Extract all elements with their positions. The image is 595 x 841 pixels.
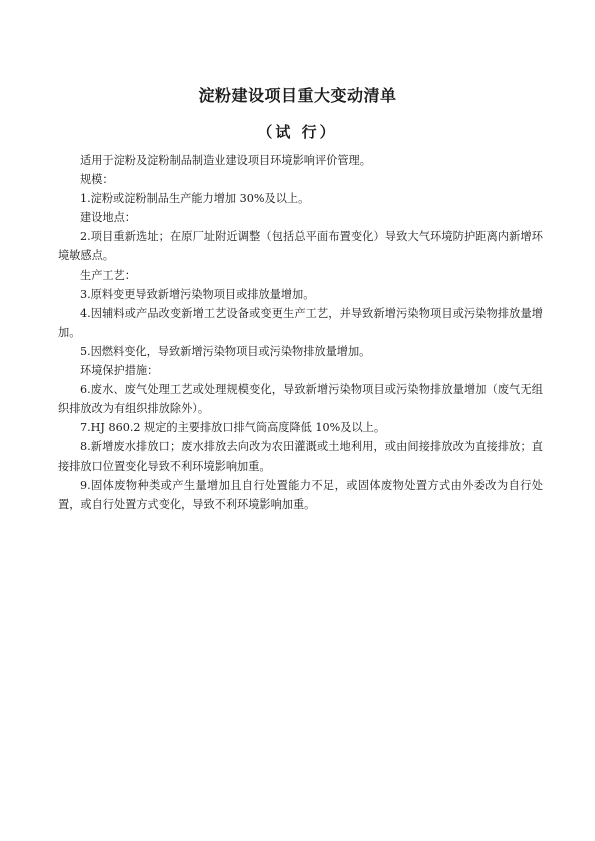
- document-body: [58, 151, 543, 514]
- item-7: 7.HJ 860.2 规定的主要排放口排气筒高度降低 10%及以上。: [80, 421, 386, 435]
- document-title: 淀粉建设项目重大变动清单: [198, 86, 397, 105]
- item-4: 4.因辅料或产品改变新增工艺设备或变更生产工艺，并导致新增污染物项目或污染物排放量增加。: [58, 306, 543, 339]
- item-1: 1.淀粉或淀粉制品生产能力增加 30%及以上。: [80, 192, 310, 206]
- document-subtitle: （试 行）: [257, 123, 338, 141]
- item-3: 3.原料变更导致新增污染物项目或排放量增加。: [80, 287, 315, 301]
- item-6: 6.废水、废气处理工艺或处理规模变化，导致新增污染物项目或污染物排放量增加（废气无组织排放改为有组织排放除外）。: [58, 383, 543, 416]
- paragraph-scope: 适用于淀粉及淀粉制品制造业建设项目环境影响评价管理。: [80, 154, 371, 167]
- item-2: 2.项目重新选址；在原厂址附近调整（包括总平面布置变化）导致大气环境防护距离内新增环境敏感点。: [58, 230, 543, 263]
- heading-location: 建设地点：: [80, 211, 136, 225]
- item-9: 9.固体废物种类或产生量增加且自行处置能力不足，或固体废物处置方式由外委改为自行处置，或自行处置方式变化，导致不利环境影响加重。: [58, 478, 543, 511]
- heading-scale: 规模：: [80, 173, 114, 187]
- heading-process: 生产工艺：: [80, 268, 136, 282]
- heading-environmental-measures: 环境保护措施：: [80, 364, 159, 378]
- item-8: 8.新增废水排放口；废水排放去向改为农田灌溉或土地利用，或由间接排放改为直接排放；直接排放口位置变化导致不利环境影响加重。: [58, 440, 543, 473]
- item-5: 5.因燃料变化，导致新增污染物项目或污染物排放量增加。: [80, 344, 371, 358]
